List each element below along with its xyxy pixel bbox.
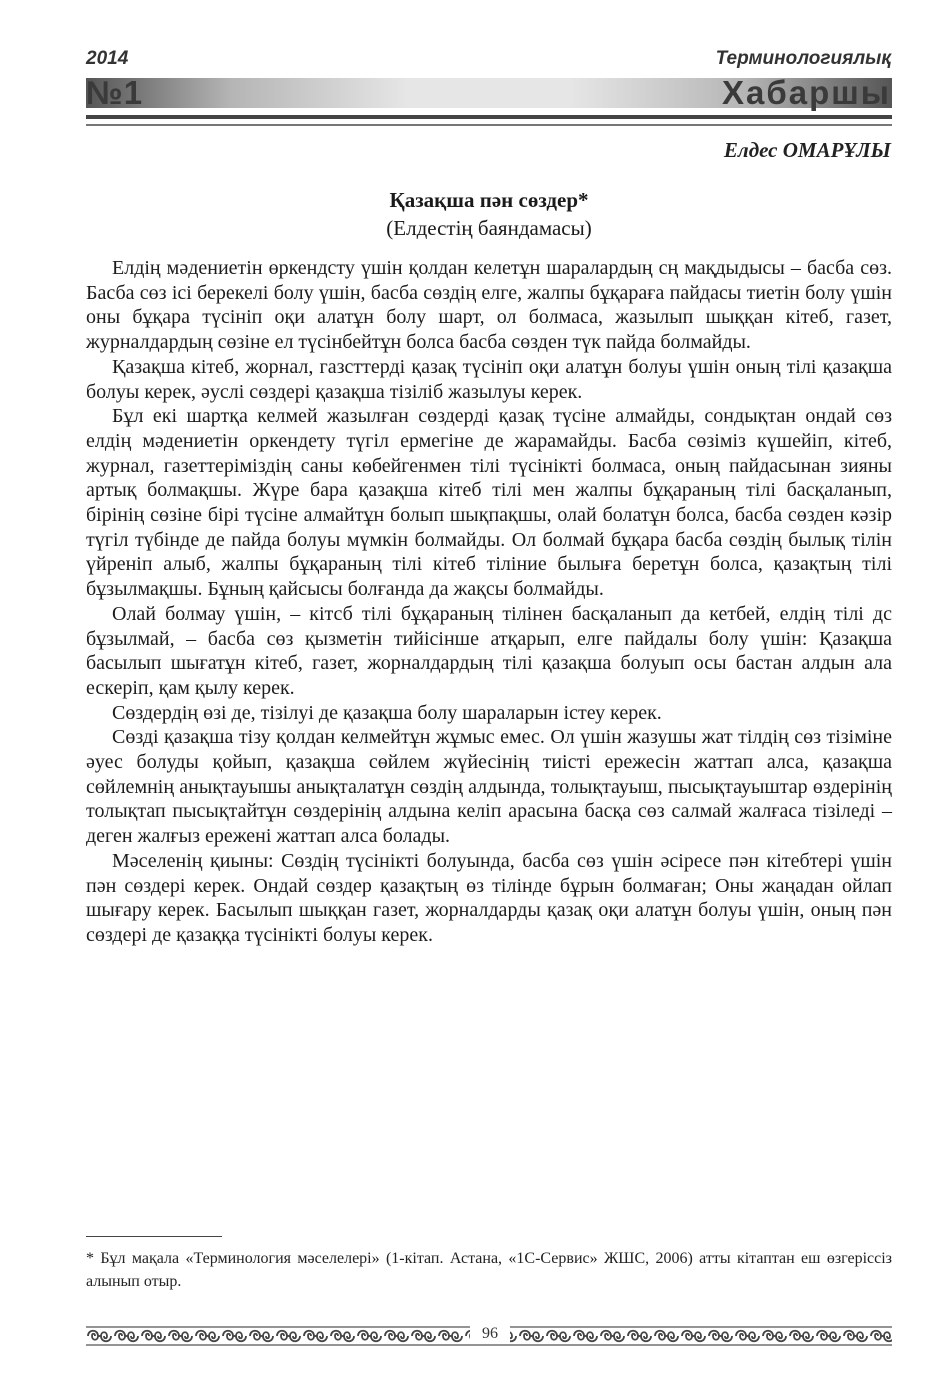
body-paragraph: Олай болмау үшін, – кітсб тілі бұқараның тілінен басқаланып да кетбей, елдің тілі дс бұзылмай, – басба сөз қызметін тийісінше атқарып, елге пайдалы болу үшін: Қазақша басылып шығатұн кітеб, газет, жорналдардың тілі қазақша болуып осы бастан алдын ала ескеріп, қам қылу керек.	[86, 602, 892, 699]
article-subtitle: (Елдестің баяндамасы)	[386, 216, 592, 240]
article-body	[86, 256, 892, 948]
header-rule-thin	[86, 124, 892, 126]
header-year: 2014	[86, 48, 129, 69]
header-journal-title: Хабаршы	[722, 74, 891, 111]
body-paragraph: Қазақша кітеб, жорнал, газсттерді қазақ түсініп оқи алатұн болуы үшін оның тілі қазақша болуы керек, әуслі сөздері қазақша тізіліб жазылуы керек.	[86, 355, 892, 403]
header-issue-number: №1	[86, 74, 144, 111]
article-author: Елдес ОМАРҰЛЫ	[723, 138, 891, 162]
page-number: 96	[470, 1325, 510, 1343]
body-paragraph: Елдің мәдениетін өркендсту үшін қолдан келетұн шаралардың сң мақдыдысы – басба сөз. Басба сөз ісі берекелі болу үшін, басба сөздің елге, жалпы бұқараға пайдасы тиетін болу үшін оны бұқара түсініп оқи алатұн болу шарт, ол болмаса, жазылып шыққан кітеб, газет, журналдардың сөзіне ел түсінбейтұн болса басба сөзден түк пайда болмайды.	[86, 257, 892, 354]
header-rule-thick	[86, 115, 892, 119]
body-paragraph: Сөздердің өзі де, тізілуі де қазақша болу шараларын істеу керек.	[112, 701, 662, 724]
body-paragraph: Сөзді қазақша тізу қолдан келмейтұн жұмыс емес. Ол үшін жазушы жат тілдің сөз тізіміне әуес болуды қойып, қазақша сөйлем жүйесінің тиісті ережесін жаттап алса, қазақша сөйлемнің анықтауышы анықталатұн сөздің алдында, толықтауыш, пысықтауыштар өздерінің толықтап пысықтайтұн сөздерінің алдына келіп арасына басқа сөз салмай жалғаса тізіледі – деген жалғыз ережені жаттап алса болады.	[86, 726, 892, 848]
body-paragraph: Бұл екі шартқа келмей жазылған сөздерді қазақ түсіне алмайды, сондықтан ондай сөз елдің мәдениетін оркендету түгіл ермегіне де жарамайды. Басба сөзіміз күшейіп, кітеб, журнал, газеттеріміздің саны көбейгенмен тілі түсінікті болмаса, оның пайдасынан зияны артық болмақшы. Жүре бара қазақша кітеб тілі мен жалпы бұқараның тілі басқаланып, бірінің сөзіне бірі түсіне алмайтұн болып шықпақшы, олай болатұн болса, басба сөзден кәзір түгіл түбінде де пайда болуы мүмкін болмайды. Ол болмай бұқара басба сөздің былық тілін үйреніп алыб, жалпы бұқараның тілі кітеб тіліние былыға беретұн болса, қазақтың тілі бұзылмақшы. Бұның қайсысы болғанда да жақсы болмайды.	[86, 405, 892, 601]
article-title: Қазақша пән сөздер*	[389, 188, 589, 212]
header-journal-name: Терминологиялық	[715, 48, 891, 69]
footnote: * Бұл мақала «Терминология мәселелері» (1-кітап. Астана, «1С-Сервис» ЖШС, 2006) атты кітаптан еш өзгеріссіз алынып отыр.	[86, 1250, 892, 1290]
footnote-separator	[86, 1236, 222, 1237]
body-paragraph: Мәселенің қиыны: Сөздің түсінікті болуында, басба сөз үшін әсіресе пән кітебтері үшін пән сөздері керек. Ондай сөздер қазақтың өз тілінде бұрын болмаған; Оны жаңадан ойлап шығару керек. Басылып шыққан газет, жорналдарды қазақ оқи алатұн болуы үшін, оның пән сөздері де қазаққа түсінікті болуы керек.	[86, 849, 892, 946]
